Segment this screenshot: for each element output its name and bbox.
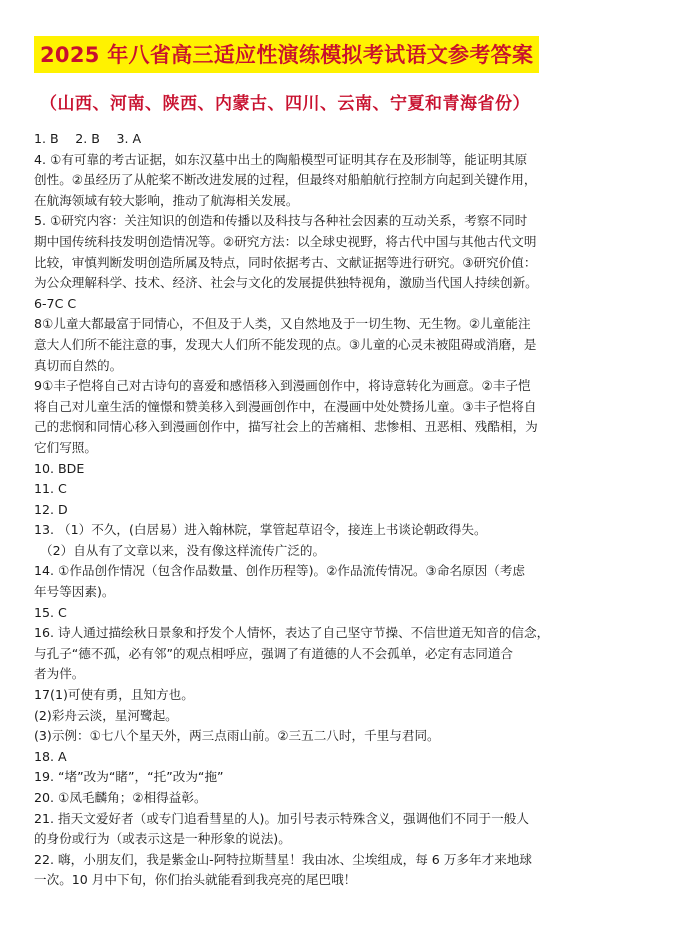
answer-line: 15. C bbox=[34, 604, 67, 620]
answer-line: 期中国传统科技发明创造情况等。②研究方法：以全球史视野，将古代中国与其他古代文明 bbox=[34, 233, 537, 249]
answer-line: 10. BDE bbox=[34, 460, 85, 476]
answer-line: 8①儿童大都最富于同情心，不但及于人类，又自然地及于一切生物、无生物。②儿童能注 bbox=[34, 316, 531, 332]
answer-line: 为公众理解科学、技术、经济、社会与文化的发展提供独特视角，激励当代国人持续创新。 bbox=[34, 275, 538, 291]
answer-line: 4. ①有可靠的考古证据，如东汉墓中出土的陶船模型可证明其存在及形制等，能证明其原 bbox=[34, 151, 528, 167]
answer-line: 己的悲悯和同情心移入到漫画创作中，描写社会上的苦痛相、悲惨相、丑恶相、残酷相，为 bbox=[34, 419, 538, 435]
document-title: 2025 年八省高三适应性演练模拟考试语文参考答案 bbox=[34, 36, 539, 73]
answer-line: 14. ①作品创作情况（包含作品数量、创作历程等)。②作品流传情况。③命名原因（考虑 bbox=[34, 563, 526, 579]
answer-line: 22. 嗨，小朋友们，我是紫金山-阿特拉斯彗星！我由冰、尘埃组成，每 6 万多年才来地球 bbox=[34, 851, 532, 867]
answer-line: 一次。10 月中下旬，你们抬头就能看到我亮亮的尾巴哦！ bbox=[34, 872, 357, 888]
answer-line: 它们写照。 bbox=[34, 439, 97, 455]
answer-line: 21. 指天文爱好者（或专门追看彗星的人)。加引号表示特殊含义，强调他们不同于一般人 bbox=[34, 810, 529, 826]
answer-line: 13. （1）不久，(白居易）进入翰林院，掌管起草诏令，接连上书谈论朝政得失。 bbox=[34, 522, 487, 538]
answer-line: 1. B 2. B 3. A bbox=[34, 131, 142, 146]
answer-line: 比较，审慎判断发明创造所属及特点，同时依据考古、文献证据等进行研究。③研究价值： bbox=[34, 254, 537, 270]
answer-line: 意大人们所不能注意的事，发现大人们所不能发现的点。③儿童的心灵未被阻碍或消磨，是 bbox=[34, 336, 537, 352]
answer-line: 20. ①凤毛麟角；②相得益彰。 bbox=[34, 790, 207, 805]
answer-line: 将自己对儿童生活的憧憬和赞美移入到漫画创作中，在漫画中处处赞扬儿童。③丰子恺将自 bbox=[34, 398, 537, 414]
answer-line: 17(1)可使有勇，且知方也。 bbox=[34, 687, 194, 703]
answer-line: 与孔子“德不孤，必有邻”的观点相呼应，强调了有道德的人不会孤单，必定有志同道合 bbox=[34, 645, 514, 661]
answer-line: 在航海领域有较大影响，推动了航海相关发展。 bbox=[34, 192, 299, 208]
answer-line: 真切而自然的。 bbox=[34, 357, 123, 373]
answer-line: (3)示例：①七八个星天外，两三点雨山前。②三五二八时，千里与君同。 bbox=[34, 728, 440, 744]
answer-line: 9①丰子恺将自己对古诗句的喜爱和感悟移入到漫画创作中，将诗意转化为画意。②丰子恺 bbox=[34, 378, 531, 394]
answer-line: 年号等因素)。 bbox=[34, 584, 115, 600]
answer-line: 12. D bbox=[34, 501, 68, 517]
answer-line: 者为伴。 bbox=[34, 666, 85, 682]
answer-line: 6-7C C bbox=[34, 295, 77, 311]
answer-line: 创性。②虽经历了从舵桨不断改进发展的过程，但最终对船舶航行控制方向起到关键作用， bbox=[34, 172, 537, 188]
answer-line: 16. 诗人通过描绘秋日景象和抒发个人情怀，表达了自己坚守节操、不信世道无知音的信念， bbox=[34, 625, 550, 641]
answer-line: (2)彩舟云淡，星河鹭起。 bbox=[34, 707, 178, 723]
document-subtitle: （山西、河南、陕西、内蒙古、四川、云南、宁夏和青海省份） bbox=[40, 94, 530, 114]
answer-line: 5. ①研究内容：关注知识的创造和传播以及科技与各种社会因素的互动关系，考察不同时 bbox=[34, 213, 528, 229]
answer-content bbox=[34, 129, 667, 891]
answer-line: 的身份或行为（或表示这是一种形象的说法)。 bbox=[34, 831, 291, 847]
answer-line: 18. A bbox=[34, 748, 67, 764]
answer-line: 19. “堵”改为“睹”，“托”改为“拖” bbox=[34, 769, 224, 785]
answer-line: 11. C bbox=[34, 481, 67, 497]
answer-line: （2）自从有了文章以来，没有像这样流传广泛的。 bbox=[40, 542, 326, 558]
